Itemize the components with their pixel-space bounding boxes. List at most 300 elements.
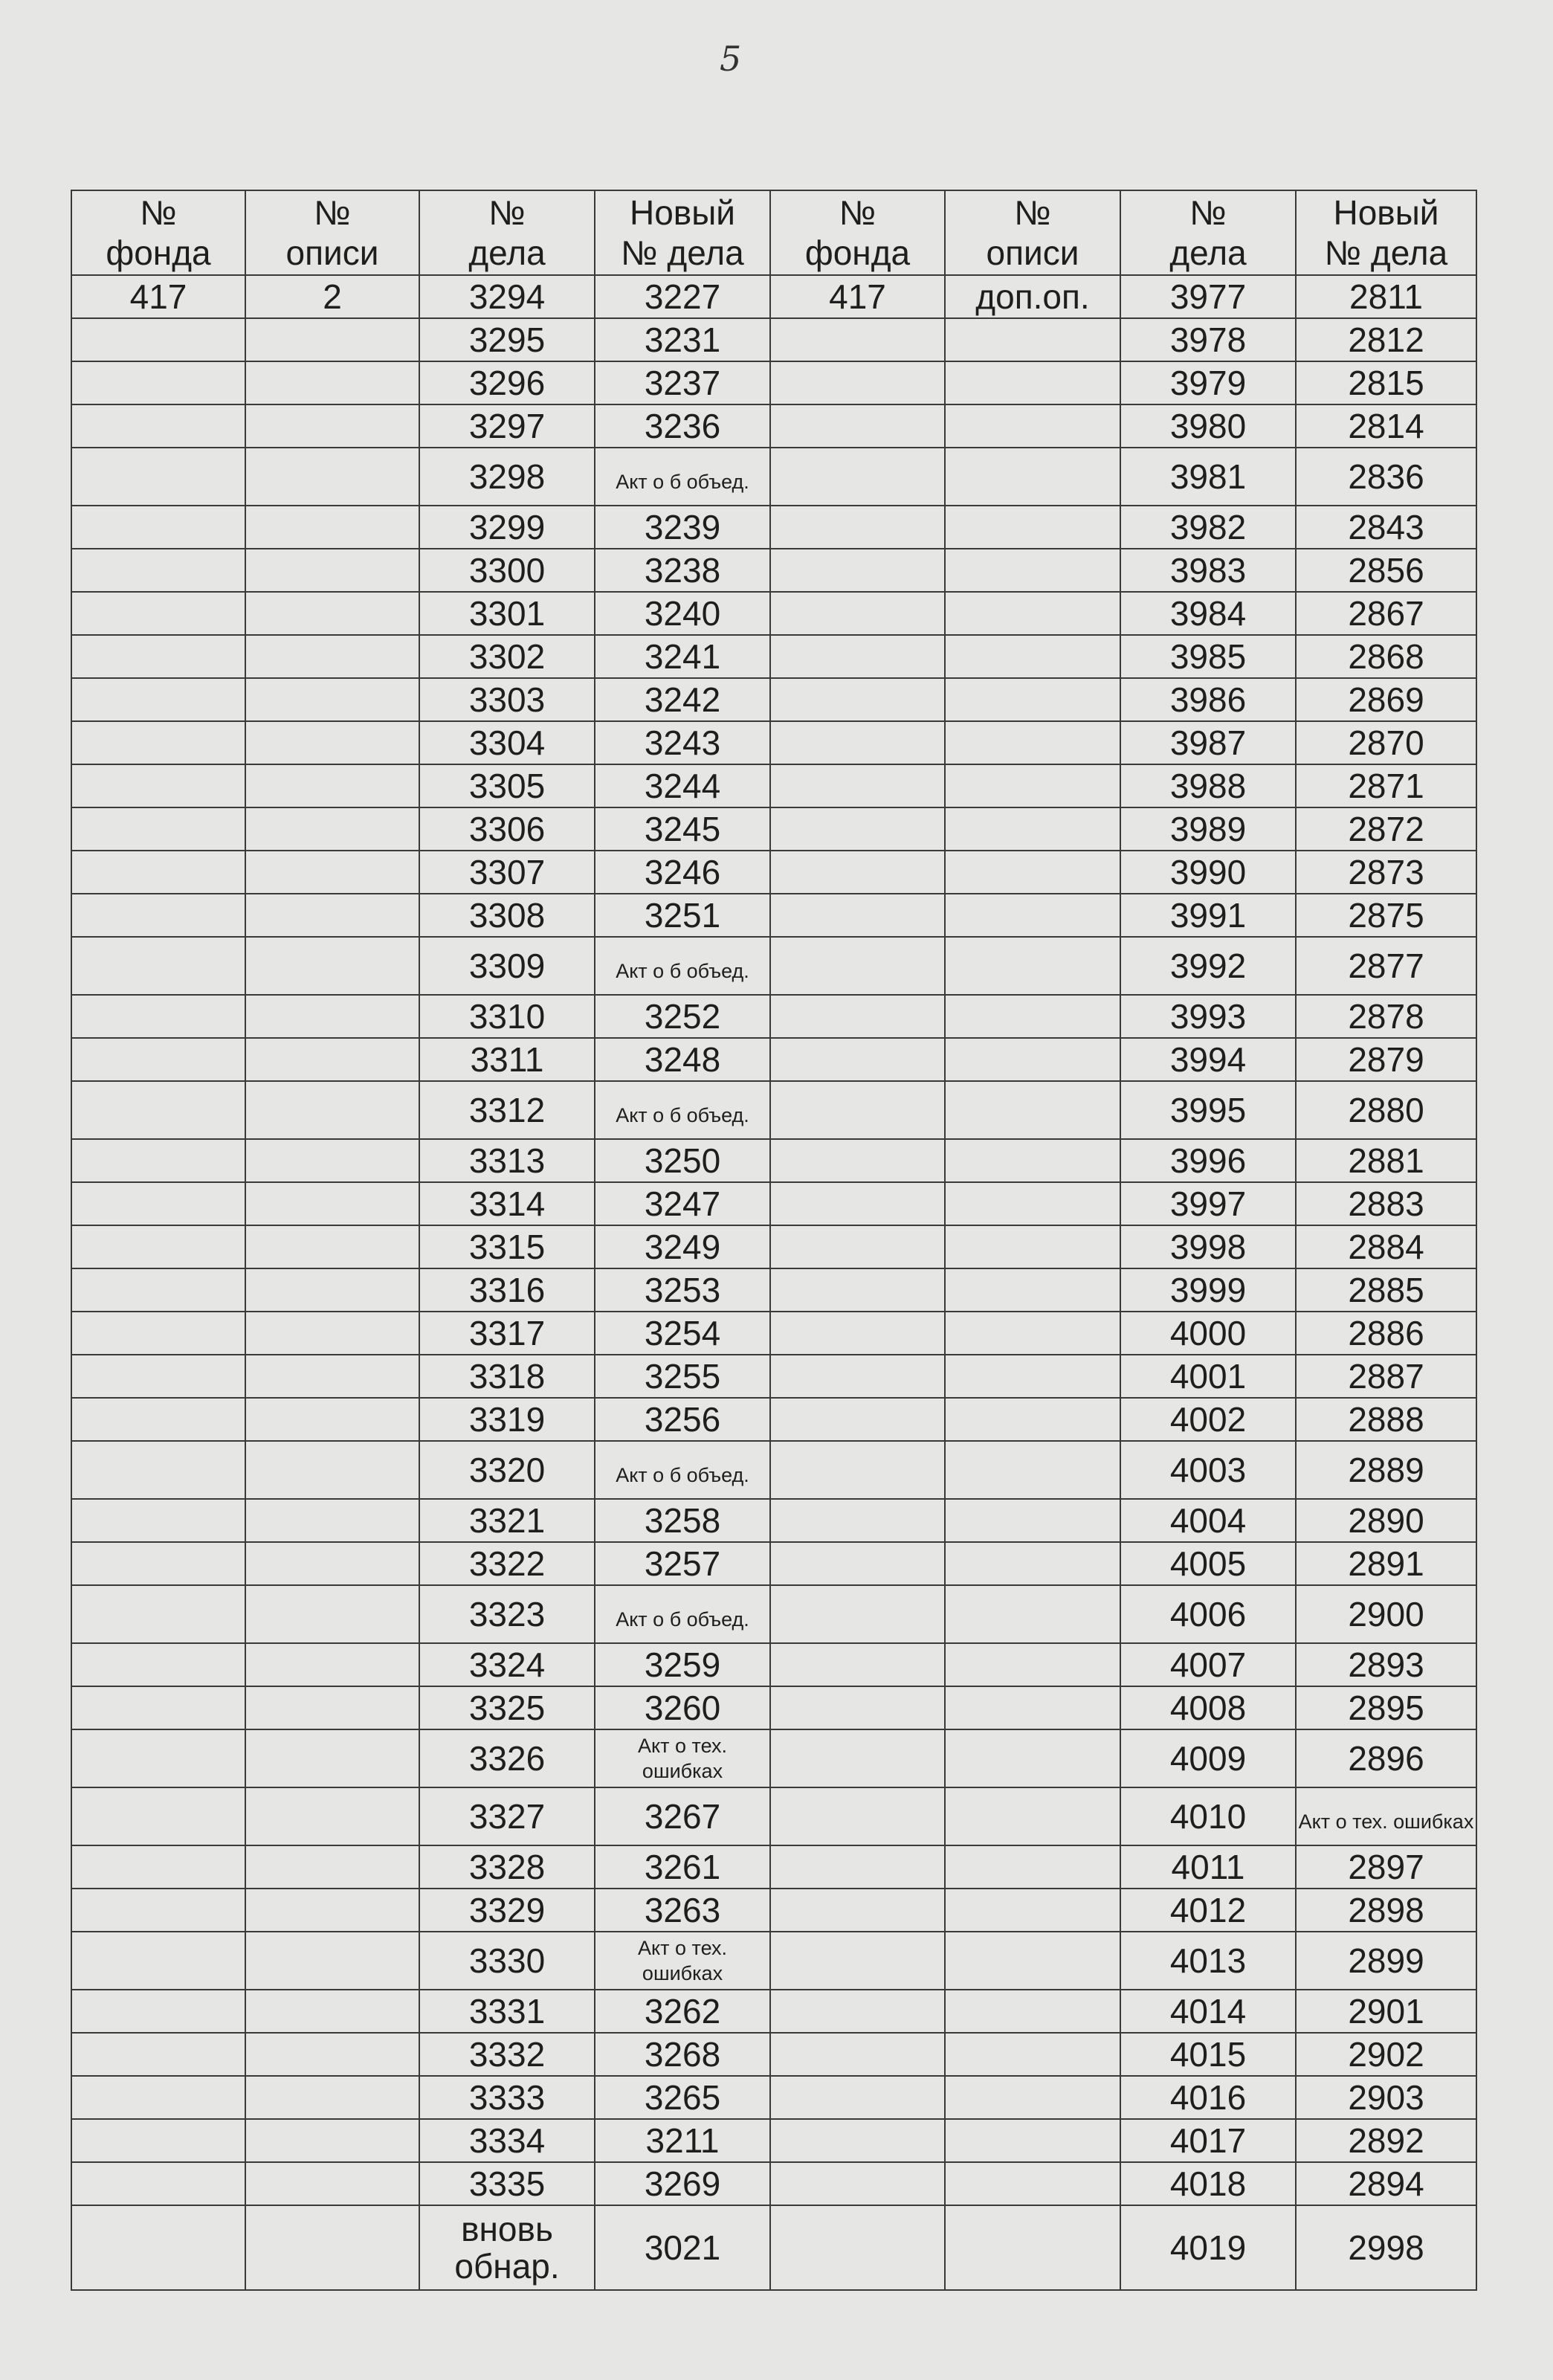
cell-value: 3301 — [468, 594, 546, 633]
cell-value: 3332 — [468, 2035, 546, 2074]
cell-case-number-2 — [1120, 1787, 1296, 1845]
cell-value: 2886 — [1348, 1314, 1424, 1352]
cell-value: 3330 — [468, 1941, 546, 1980]
cell-value: 3257 — [644, 1544, 721, 1583]
cell-case-number — [419, 1889, 595, 1932]
table-row — [71, 2205, 1476, 2290]
cell-value: 2903 — [1348, 2078, 1424, 2117]
cell-inventory-number-2 — [945, 721, 1120, 764]
cell-fund-number — [71, 2076, 245, 2119]
cell-case-number-2 — [1120, 1225, 1296, 1268]
table-row — [71, 678, 1476, 721]
cell-new-case-number — [595, 592, 770, 635]
cell-fund-number — [71, 721, 245, 764]
cell-case-number — [419, 1729, 595, 1787]
cell-value: 3991 — [1169, 896, 1247, 935]
cell-inventory-number-2 — [945, 635, 1120, 678]
table-row — [71, 318, 1476, 361]
cell-inventory-number — [245, 404, 419, 448]
cell-inventory-number-2 — [945, 1441, 1120, 1499]
cell-inventory-number — [245, 2076, 419, 2119]
cell-value: 2867 — [1348, 594, 1424, 633]
cell-value: 3985 — [1169, 637, 1247, 676]
cell-fund-number-2 — [770, 1889, 945, 1932]
cell-new-case-number — [595, 1845, 770, 1889]
cell-value: 4010 — [1169, 1797, 1247, 1836]
act-note: Акт о тех. ошибках — [1298, 1810, 1474, 1833]
header-line: Новый — [630, 193, 735, 232]
cell-inventory-number-2 — [945, 1355, 1120, 1398]
table-row — [71, 1643, 1476, 1686]
cell-fund-number-2 — [770, 2076, 945, 2119]
table-row — [71, 1686, 1476, 1729]
cell-case-number-2 — [1120, 764, 1296, 807]
cell-inventory-number — [245, 506, 419, 549]
cell-inventory-number — [245, 1990, 419, 2033]
cell-fund-number-2 — [770, 1585, 945, 1643]
table-row — [71, 448, 1476, 506]
cell-fund-number — [71, 1441, 245, 1499]
cell-value: 3324 — [468, 1645, 546, 1684]
cell-fund-number — [71, 361, 245, 404]
table-row — [71, 1038, 1476, 1081]
cell-inventory-number-2 — [945, 448, 1120, 506]
cell-case-number — [419, 1932, 595, 1990]
cell-new-case-number — [595, 1585, 770, 1643]
cell-case-number-2 — [1120, 678, 1296, 721]
cell-new-case-number — [595, 275, 770, 318]
table-row — [71, 1225, 1476, 1268]
cell-new-case-number — [595, 2076, 770, 2119]
cell-value: 3021 — [644, 2228, 721, 2267]
cell-new-case-number-2 — [1296, 1643, 1476, 1686]
cell-new-case-number — [595, 2119, 770, 2162]
cell-fund-number-2 — [770, 1038, 945, 1081]
cell-value: 3335 — [468, 2164, 546, 2203]
cell-value: 4018 — [1169, 2164, 1247, 2203]
cell-case-number — [419, 894, 595, 937]
cell-value: 4006 — [1169, 1595, 1247, 1634]
cell-fund-number — [71, 807, 245, 851]
cell-inventory-number — [245, 1542, 419, 1585]
cell-inventory-number — [245, 1182, 419, 1225]
cell-fund-number-2 — [770, 549, 945, 592]
cell-inventory-number — [245, 1787, 419, 1845]
cell-fund-number-2 — [770, 448, 945, 506]
cell-value: 2899 — [1348, 1941, 1424, 1980]
table-row — [71, 1889, 1476, 1932]
cell-case-number-2 — [1120, 1038, 1296, 1081]
table-row — [71, 1268, 1476, 1312]
cell-value: 2812 — [1348, 320, 1424, 359]
cell-fund-number-2 — [770, 894, 945, 937]
cell-value: 2892 — [1348, 2121, 1424, 2160]
cell-value: 3989 — [1169, 810, 1247, 848]
cell-inventory-number-2 — [945, 1643, 1120, 1686]
cell-value: 3299 — [468, 508, 546, 546]
cell-value: 3245 — [644, 810, 721, 848]
table-row — [71, 506, 1476, 549]
cell-value: 3251 — [644, 896, 721, 935]
cell-fund-number — [71, 1081, 245, 1139]
cell-value: 3227 — [644, 277, 721, 316]
cell-new-case-number-2 — [1296, 1889, 1476, 1932]
cell-new-case-number — [595, 1643, 770, 1686]
cell-new-case-number-2 — [1296, 937, 1476, 995]
cell-fund-number — [71, 764, 245, 807]
cell-inventory-number-2 — [945, 1499, 1120, 1542]
cell-value: 2868 — [1348, 637, 1424, 676]
cell-fund-number-2 — [770, 275, 945, 318]
cell-value: 3996 — [1169, 1141, 1247, 1180]
cell-value: 2890 — [1348, 1501, 1424, 1540]
cell-new-case-number-2 — [1296, 1081, 1476, 1139]
cell-value: 3308 — [468, 896, 546, 935]
cell-fund-number — [71, 2162, 245, 2205]
cell-value: 3294 — [468, 277, 546, 316]
cell-new-case-number-2 — [1296, 2162, 1476, 2205]
cell-new-case-number-2 — [1296, 807, 1476, 851]
cell-case-number-2 — [1120, 635, 1296, 678]
cell-fund-number — [71, 1139, 245, 1182]
cell-new-case-number-2 — [1296, 2076, 1476, 2119]
table-row — [71, 1139, 1476, 1182]
cell-new-case-number — [595, 1932, 770, 1990]
cell-case-number-2 — [1120, 448, 1296, 506]
cell-case-number-2 — [1120, 1643, 1296, 1686]
cell-fund-number-2 — [770, 851, 945, 894]
cell-inventory-number-2 — [945, 894, 1120, 937]
cell-inventory-number — [245, 1499, 419, 1542]
header-line: № — [1189, 193, 1227, 232]
cell-value: 2836 — [1348, 457, 1424, 496]
table-row — [71, 1398, 1476, 1441]
cell-inventory-number-2 — [945, 1398, 1120, 1441]
cell-value: 3248 — [644, 1040, 721, 1079]
cell-value: 4014 — [1169, 1992, 1247, 2031]
cell-new-case-number — [595, 678, 770, 721]
cell-new-case-number-2 — [1296, 549, 1476, 592]
cell-value: 3327 — [468, 1797, 546, 1836]
cell-inventory-number — [245, 1081, 419, 1139]
cell-new-case-number-2 — [1296, 1182, 1476, 1225]
cell-new-case-number — [595, 1225, 770, 1268]
cell-value: 3314 — [468, 1184, 546, 1223]
cell-fund-number-2 — [770, 635, 945, 678]
cell-value: 3982 — [1169, 508, 1247, 546]
cell-value: 4002 — [1169, 1400, 1247, 1439]
cell-new-case-number — [595, 1542, 770, 1585]
cell-case-number-2 — [1120, 894, 1296, 937]
cell-value: 3297 — [468, 407, 546, 445]
cell-fund-number-2 — [770, 1182, 945, 1225]
cell-value: 3244 — [644, 767, 721, 805]
cell-value: 3231 — [644, 320, 721, 359]
cell-value: 2873 — [1348, 853, 1424, 891]
cell-fund-number-2 — [770, 995, 945, 1038]
cell-value: 2814 — [1348, 407, 1424, 445]
cell-case-number-2 — [1120, 1542, 1296, 1585]
cell-new-case-number — [595, 851, 770, 894]
cell-fund-number — [71, 1845, 245, 1889]
cell-fund-number-2 — [770, 506, 945, 549]
cell-value: 2883 — [1348, 1184, 1424, 1223]
cell-case-number-2 — [1120, 851, 1296, 894]
cell-value: 4005 — [1169, 1544, 1247, 1583]
cell-case-number — [419, 1139, 595, 1182]
cell-fund-number — [71, 894, 245, 937]
cell-value: 3325 — [468, 1689, 546, 1727]
cell-new-case-number-2 — [1296, 404, 1476, 448]
header-line: дела — [1169, 233, 1247, 272]
cell-value: 2998 — [1348, 2228, 1424, 2267]
cell-inventory-number-2 — [945, 2119, 1120, 2162]
cell-value: 4008 — [1169, 1689, 1247, 1727]
cell-case-number — [419, 1441, 595, 1499]
cell-value: 4009 — [1169, 1739, 1247, 1778]
cell-case-number-2 — [1120, 2162, 1296, 2205]
cell-new-case-number-2 — [1296, 894, 1476, 937]
cell-value: 2888 — [1348, 1400, 1424, 1439]
table-row — [71, 764, 1476, 807]
cell-value: 2843 — [1348, 508, 1424, 546]
cell-new-case-number — [595, 764, 770, 807]
table-row — [71, 937, 1476, 995]
cell-case-number — [419, 995, 595, 1038]
cell-case-number — [419, 448, 595, 506]
cell-inventory-number — [245, 1585, 419, 1643]
cell-value: 3258 — [644, 1501, 721, 1540]
cell-inventory-number-2 — [945, 592, 1120, 635]
cell-fund-number — [71, 592, 245, 635]
cell-new-case-number — [595, 635, 770, 678]
cell-value: 2901 — [1348, 1992, 1424, 2031]
cell-value: 3254 — [644, 1314, 721, 1352]
cell-value: 3986 — [1169, 680, 1247, 719]
cell-fund-number-2 — [770, 764, 945, 807]
cell-case-number — [419, 2205, 595, 2290]
cell-case-number — [419, 1038, 595, 1081]
cell-fund-number — [71, 2033, 245, 2076]
header-new-case-number — [595, 190, 770, 275]
cell-new-case-number — [595, 1499, 770, 1542]
cell-inventory-number — [245, 1225, 419, 1268]
header-line: описи — [986, 233, 1079, 272]
cell-case-number — [419, 807, 595, 851]
cell-value: 3211 — [645, 2121, 720, 2160]
cell-case-number-2 — [1120, 937, 1296, 995]
cell-new-case-number — [595, 1038, 770, 1081]
cell-inventory-number — [245, 1355, 419, 1398]
cell-value: 3300 — [468, 551, 546, 590]
cell-value: 2894 — [1348, 2164, 1424, 2203]
cell-case-number — [419, 1312, 595, 1355]
cell-inventory-number — [245, 721, 419, 764]
cell-new-case-number-2 — [1296, 318, 1476, 361]
cell-fund-number — [71, 1499, 245, 1542]
cell-fund-number — [71, 1268, 245, 1312]
cell-new-case-number — [595, 1441, 770, 1499]
cell-case-number-2 — [1120, 1355, 1296, 1398]
cell-value: 4012 — [1169, 1891, 1247, 1929]
table-row — [71, 1081, 1476, 1139]
cell-fund-number — [71, 1542, 245, 1585]
cell-new-case-number-2 — [1296, 995, 1476, 1038]
cell-value: 3977 — [1169, 277, 1247, 316]
page-number: 5 — [720, 39, 742, 79]
cell-fund-number — [71, 1990, 245, 2033]
cell-case-number — [419, 1081, 595, 1139]
cell-fund-number-2 — [770, 1990, 945, 2033]
cell-inventory-number-2 — [945, 1889, 1120, 1932]
cell-new-case-number-2 — [1296, 1990, 1476, 2033]
cell-inventory-number-2 — [945, 1787, 1120, 1845]
cell-inventory-number — [245, 1729, 419, 1787]
cell-value: 3979 — [1169, 364, 1247, 402]
header-line: № — [1014, 193, 1051, 232]
cell-value: 3243 — [644, 723, 721, 762]
cell-case-number-2 — [1120, 1845, 1296, 1889]
cell-value: 417 — [829, 277, 886, 316]
cell-case-number-2 — [1120, 1990, 1296, 2033]
header-case-number — [419, 190, 595, 275]
cell-case-number — [419, 2119, 595, 2162]
cell-case-number-2 — [1120, 995, 1296, 1038]
cell-inventory-number-2 — [945, 1081, 1120, 1139]
cell-inventory-number-2 — [945, 2205, 1120, 2290]
cell-value: 2815 — [1348, 364, 1424, 402]
cell-fund-number-2 — [770, 1643, 945, 1686]
cell-new-case-number — [595, 1398, 770, 1441]
cell-new-case-number — [595, 2205, 770, 2290]
cell-fund-number — [71, 1889, 245, 1932]
cell-value: 2889 — [1348, 1451, 1424, 1489]
cell-value: 3268 — [644, 2035, 721, 2074]
cell-inventory-number — [245, 448, 419, 506]
table-row — [71, 1787, 1476, 1845]
cell-case-number-2 — [1120, 318, 1296, 361]
cell-case-number-2 — [1120, 1585, 1296, 1643]
cell-case-number — [419, 404, 595, 448]
cell-value: 2898 — [1348, 1891, 1424, 1929]
cell-new-case-number — [595, 361, 770, 404]
cell-fund-number-2 — [770, 721, 945, 764]
table-row — [71, 275, 1476, 318]
cell-case-number-2 — [1120, 1268, 1296, 1312]
cell-value: 3238 — [644, 551, 721, 590]
cell-case-number — [419, 764, 595, 807]
cell-case-number — [419, 2076, 595, 2119]
cell-value: 3239 — [644, 508, 721, 546]
cell-value: 3249 — [644, 1228, 721, 1266]
cell-new-case-number — [595, 1312, 770, 1355]
cell-inventory-number-2 — [945, 1686, 1120, 1729]
table-row — [71, 1932, 1476, 1990]
cell-fund-number — [71, 1585, 245, 1643]
cell-inventory-number — [245, 1038, 419, 1081]
cell-value: 3242 — [644, 680, 721, 719]
cell-value: 3310 — [468, 997, 546, 1036]
cell-new-case-number — [595, 448, 770, 506]
cell-new-case-number — [595, 995, 770, 1038]
cell-value: 4007 — [1169, 1645, 1247, 1684]
cell-new-case-number — [595, 318, 770, 361]
cell-inventory-number — [245, 995, 419, 1038]
cell-value: 3311 — [470, 1040, 544, 1079]
cell-new-case-number-2 — [1296, 1542, 1476, 1585]
header-line: № — [839, 193, 876, 232]
cell-value: 3319 — [468, 1400, 546, 1439]
cell-new-case-number-2 — [1296, 1312, 1476, 1355]
cell-inventory-number — [245, 1643, 419, 1686]
cell-fund-number-2 — [770, 1542, 945, 1585]
cell-value: 3305 — [468, 767, 546, 805]
cell-case-number-2 — [1120, 549, 1296, 592]
cell-fund-number — [71, 2205, 245, 2290]
cell-fund-number-2 — [770, 1499, 945, 1542]
table-row — [71, 1182, 1476, 1225]
cell-inventory-number-2 — [945, 678, 1120, 721]
cell-new-case-number — [595, 404, 770, 448]
table-row — [71, 2119, 1476, 2162]
cell-value: 3240 — [644, 594, 721, 633]
cell-value: 2 — [323, 277, 342, 316]
cell-value: 2877 — [1348, 946, 1424, 985]
cell-fund-number — [71, 318, 245, 361]
cell-new-case-number-2 — [1296, 1398, 1476, 1441]
cell-new-case-number-2 — [1296, 1787, 1476, 1845]
cell-fund-number — [71, 1182, 245, 1225]
cell-value: 2896 — [1348, 1739, 1424, 1778]
cell-new-case-number — [595, 506, 770, 549]
cell-case-number-2 — [1120, 1139, 1296, 1182]
cell-fund-number-2 — [770, 1845, 945, 1889]
cell-value: 2897 — [1348, 1848, 1424, 1886]
cell-new-case-number-2 — [1296, 506, 1476, 549]
cell-value: 3322 — [468, 1544, 546, 1583]
cell-fund-number — [71, 1038, 245, 1081]
cell-inventory-number — [245, 2119, 419, 2162]
cell-fund-number-2 — [770, 1312, 945, 1355]
cell-value: 3994 — [1169, 1040, 1247, 1079]
table-row — [71, 1729, 1476, 1787]
table-row — [71, 2033, 1476, 2076]
cell-inventory-number-2 — [945, 1182, 1120, 1225]
cell-fund-number — [71, 1225, 245, 1268]
cell-case-number-2 — [1120, 1081, 1296, 1139]
cell-inventory-number-2 — [945, 937, 1120, 995]
cell-inventory-number — [245, 678, 419, 721]
cell-case-number — [419, 1686, 595, 1729]
cell-value: доп.оп. — [975, 277, 1090, 316]
cell-new-case-number — [595, 1686, 770, 1729]
cell-value: 3993 — [1169, 997, 1247, 1036]
cell-value: 3255 — [644, 1357, 721, 1396]
cell-value: 2811 — [1349, 277, 1423, 316]
cell-inventory-number-2 — [945, 275, 1120, 318]
cell-case-number — [419, 1398, 595, 1441]
cell-inventory-number — [245, 275, 419, 318]
cell-value: 3302 — [468, 637, 546, 676]
act-note: Акт о б объед. — [616, 1104, 749, 1126]
cell-value: 3326 — [468, 1739, 546, 1778]
cell-inventory-number — [245, 1686, 419, 1729]
cell-fund-number — [71, 506, 245, 549]
cell-value: 3252 — [644, 997, 721, 1036]
table-row — [71, 1990, 1476, 2033]
cell-value: 3998 — [1169, 1228, 1247, 1266]
cell-fund-number-2 — [770, 2162, 945, 2205]
